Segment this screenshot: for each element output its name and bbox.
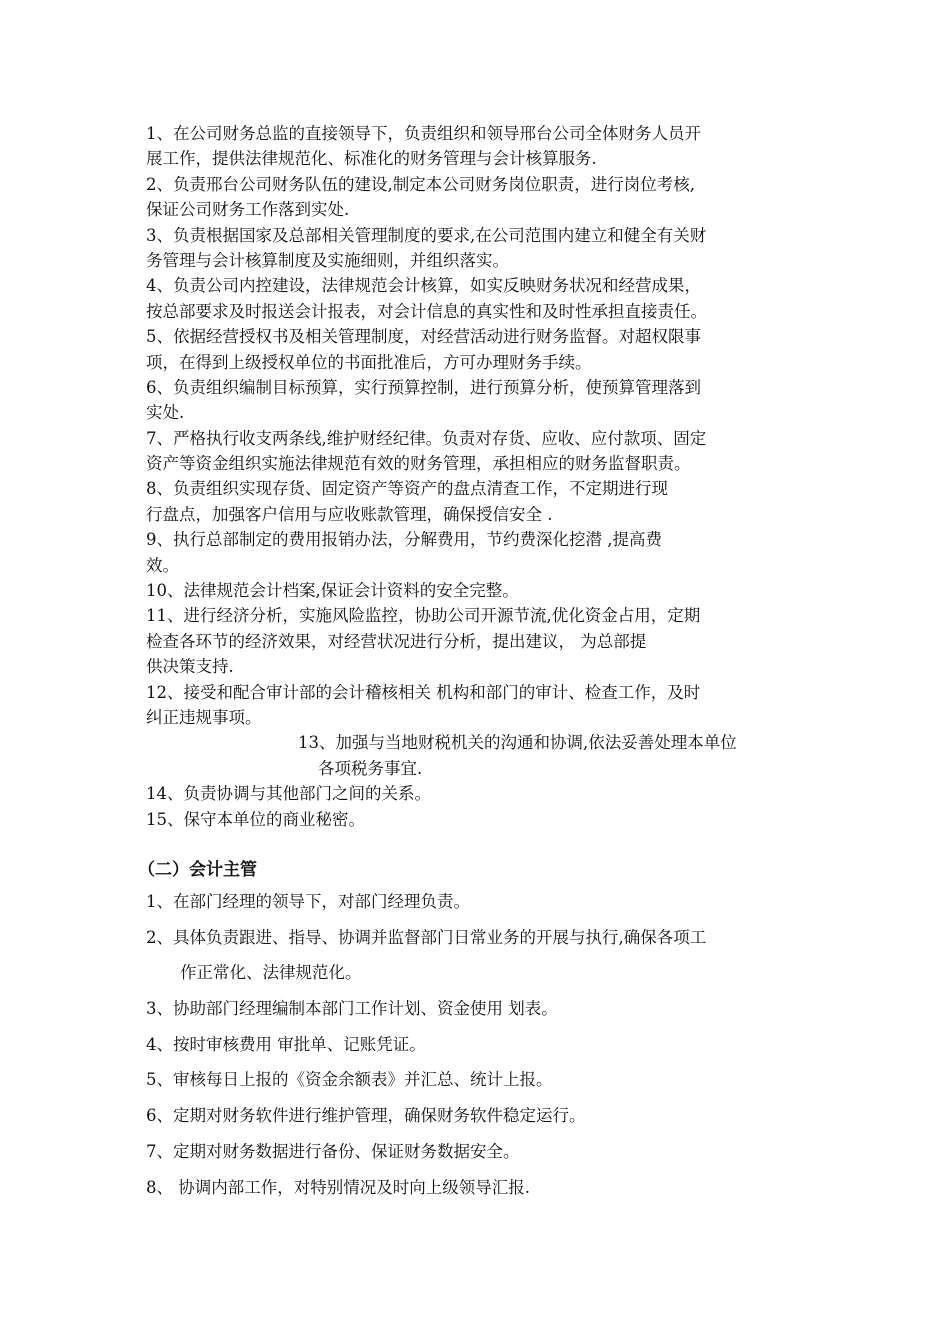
text-line: 项，在得到上级授权单位的书面批准后，方可办理财务手续。 — [146, 352, 592, 372]
text-line: 5、依据经营授权书及相关管理制度，对经营活动进行财务监督。对超权限事 — [146, 327, 701, 347]
text-line: 14、负责协调与其他部门之间的关系。 — [146, 784, 431, 804]
text-line: 资产等资金组织实施法律规范有效的财务管理，承担相应的财务监督职责。 — [146, 454, 691, 474]
text-line: 3、负责根据国家及总部相关管理制度的要求,在公司范围内建立和健全有关财 — [146, 225, 707, 245]
text-line: 10、法律规范会计档案,保证会计资料的安全完整。 — [146, 581, 519, 601]
text-line: 4、负责公司内控建设，法律规范会计核算，如实反映财务状况和经营成果， — [146, 276, 701, 296]
text-line: 1、在公司财务总监的直接领导下，负责组织和领导邢台公司全体财务人员开 — [146, 124, 701, 143]
section-heading: （二）会计主管 — [138, 860, 257, 880]
text-line: 实处. — [146, 403, 185, 423]
text-line: 保证公司财务工作落到实处. — [146, 200, 350, 220]
text-line: 7、定期对财务数据进行备份、保证财务数据安全。 — [146, 1141, 520, 1161]
text-line: 务管理与会计核算制度及实施细则，并组织落实。 — [146, 250, 509, 270]
text-line: 12、接受和配合审计部的会计稽核相关 机构和部门的审计、检查工作，及时 — [146, 682, 701, 702]
text-line: 13、加强与当地财税机关的沟通和协调,依法妥善处理本单位 — [298, 733, 737, 753]
text-line: 5、审核每日上报的《资金余额表》并汇总、统计上报。 — [146, 1070, 553, 1090]
text-line: 7、严格执行收支两条线,维护财经纪律。负责对存货、应收、应付款项、固定 — [146, 428, 707, 448]
text-line: 1、在部门经理的领导下，对部门经理负责。 — [146, 892, 470, 911]
text-line: 行盘点，加强客户信用与应收账款管理，确保授信安全 . — [146, 504, 553, 524]
text-line: 4、按时审核费用 审批单、记账凭证。 — [146, 1034, 426, 1054]
text-line: 9、执行总部制定的费用报销办法，分解费用，节约费深化挖潜 ,提高费 — [146, 530, 662, 550]
text-line: 展工作，提供法律规范化、标准化的财务管理与会计核算服务. — [146, 149, 597, 169]
duty-list-accounting-supervisor — [146, 890, 818, 1211]
text-line: 供决策支持. — [146, 657, 234, 677]
text-line: 6、负责组织编制目标预算，实行预算控制，进行预算分析，使预算管理落到 — [146, 377, 701, 397]
text-line: 8、 协调内部工作，对特别情况及时向上级领导汇报. — [146, 1177, 530, 1197]
text-line: 效。 — [146, 555, 179, 575]
text-line: 纠正违规事项。 — [146, 707, 262, 727]
text-line: 8、负责组织实现存货、固定资产等资产的盘点清查工作，不定期进行现 — [146, 479, 668, 499]
text-line: 作正常化、法律规范化。 — [180, 963, 362, 983]
text-line: 检查各环节的经济效果，对经营状况进行分析，提出建议， 为总部提 — [146, 631, 647, 651]
text-line: 15、保守本单位的商业秘密。 — [146, 809, 365, 829]
duty-list-finance-manager — [146, 121, 818, 832]
text-line: 3、协助部门经理编制本部门工作计划、资金使用 划表。 — [146, 999, 558, 1019]
text-line: 11、进行经济分析，实施风险监控，协助公司开源节流,优化资金占用，定期 — [146, 606, 701, 626]
text-line: 6、定期对财务软件进行维护管理，确保财务软件稳定运行。 — [146, 1106, 586, 1126]
text-line: 各项税务事宜. — [318, 758, 423, 778]
text-line: 2、负责邢台公司财务队伍的建设,制定本公司财务岗位职责，进行岗位考核, — [146, 174, 695, 194]
text-line: 2、具体负责跟进、指导、协调并监督部门日常业务的开展与执行,确保各项工 — [146, 927, 707, 947]
text-line: 按总部要求及时报送会计报表，对会计信息的真实性和及时性承担直接责任。 — [146, 301, 707, 321]
